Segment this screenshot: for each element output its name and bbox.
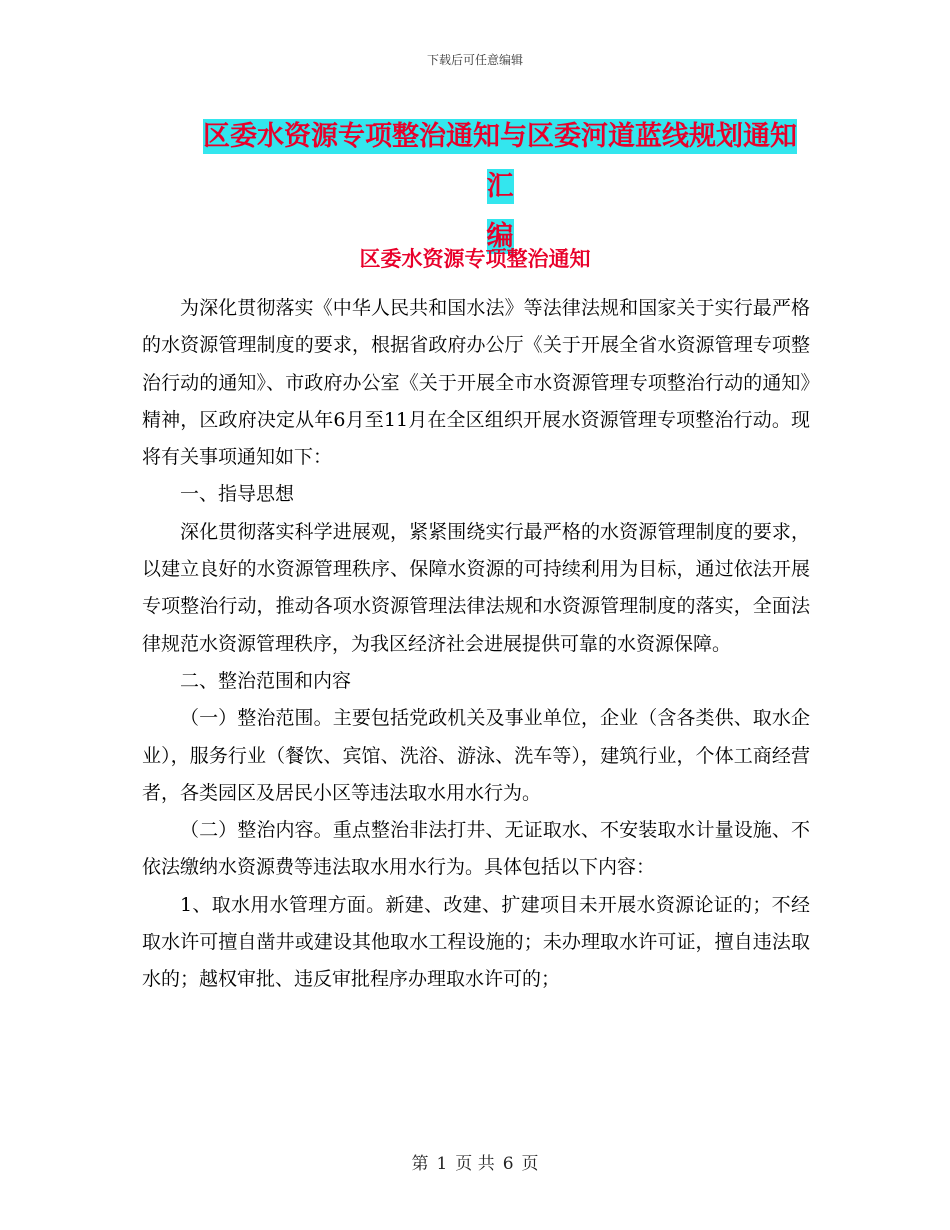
paragraph-scope: （一）整治范围。主要包括党政机关及事业单位，企业（含各类供、取水企业），服务行业（餐饮、宾馆、洗浴、游泳、洗车等），建筑行业，个体工商经营者，各类园区及居民小区等违法取水用水行为。 xyxy=(142,707,810,804)
page-total: 6 xyxy=(502,1154,514,1174)
document-body xyxy=(142,290,810,999)
paragraph-intro: 为深化贯彻落实《中华人民共和国水法》等法律法规和国家关于实行最严格的水资源管理制度的要求，根据省政府办公厅《关于开展全省水资源管理专项整治行动的通知》、市政府办公室《关于开展全市水资源管理专项整治行动的通知》精神，区政府决定从年6月至11月在全区组织开展水资源管理专项整治行动。现将有关事项通知如下： xyxy=(142,297,810,469)
footer-suffix: 页 xyxy=(521,1154,539,1174)
document-main-title xyxy=(190,112,810,262)
section-title: 区委水资源专项整治通知 xyxy=(359,247,591,271)
header-note: 下载后可任意编辑 xyxy=(426,53,523,67)
main-title-line-1: 区委水资源专项整治通知与区委河道蓝线规划通知汇 xyxy=(203,121,797,202)
main-title-line-2: 编 xyxy=(486,221,514,252)
page-footer xyxy=(0,1153,950,1175)
heading-guiding-ideology: 一、指导思想 xyxy=(180,483,295,506)
paragraph-water-management: 1、取水用水管理方面。新建、改建、扩建项目未开展水资源论证的；不经取水许可擅自凿井或建设其他取水工程设施的；未办理取水许可证，擅自违法取水的；越权审批、违反审批程序办理取水许可的； xyxy=(142,893,810,991)
paragraph-content: （二）整治内容。重点整治非法打井、无证取水、不安装取水计量设施、不依法缴纳水资源费等违法取水用水行为。具体包括以下内容： xyxy=(142,819,810,879)
paragraph-guiding-ideology: 深化贯彻落实科学进展观，紧紧围绕实行最严格的水资源管理制度的要求，以建立良好的水资源管理秩序、保障水资源的可持续利用为目标，通过依法开展专项整治行动，推动各项水资源管理法律法规和水资源管理制度的落实，全面法律规范水资源管理秩序，为我区经济社会进展提供可靠的水资源保障。 xyxy=(142,520,810,655)
footer-middle: 页 共 xyxy=(455,1154,495,1174)
heading-scope-and-content: 二、整治范围和内容 xyxy=(180,669,352,692)
footer-prefix: 第 xyxy=(411,1154,429,1174)
page-number: 1 xyxy=(436,1154,448,1174)
